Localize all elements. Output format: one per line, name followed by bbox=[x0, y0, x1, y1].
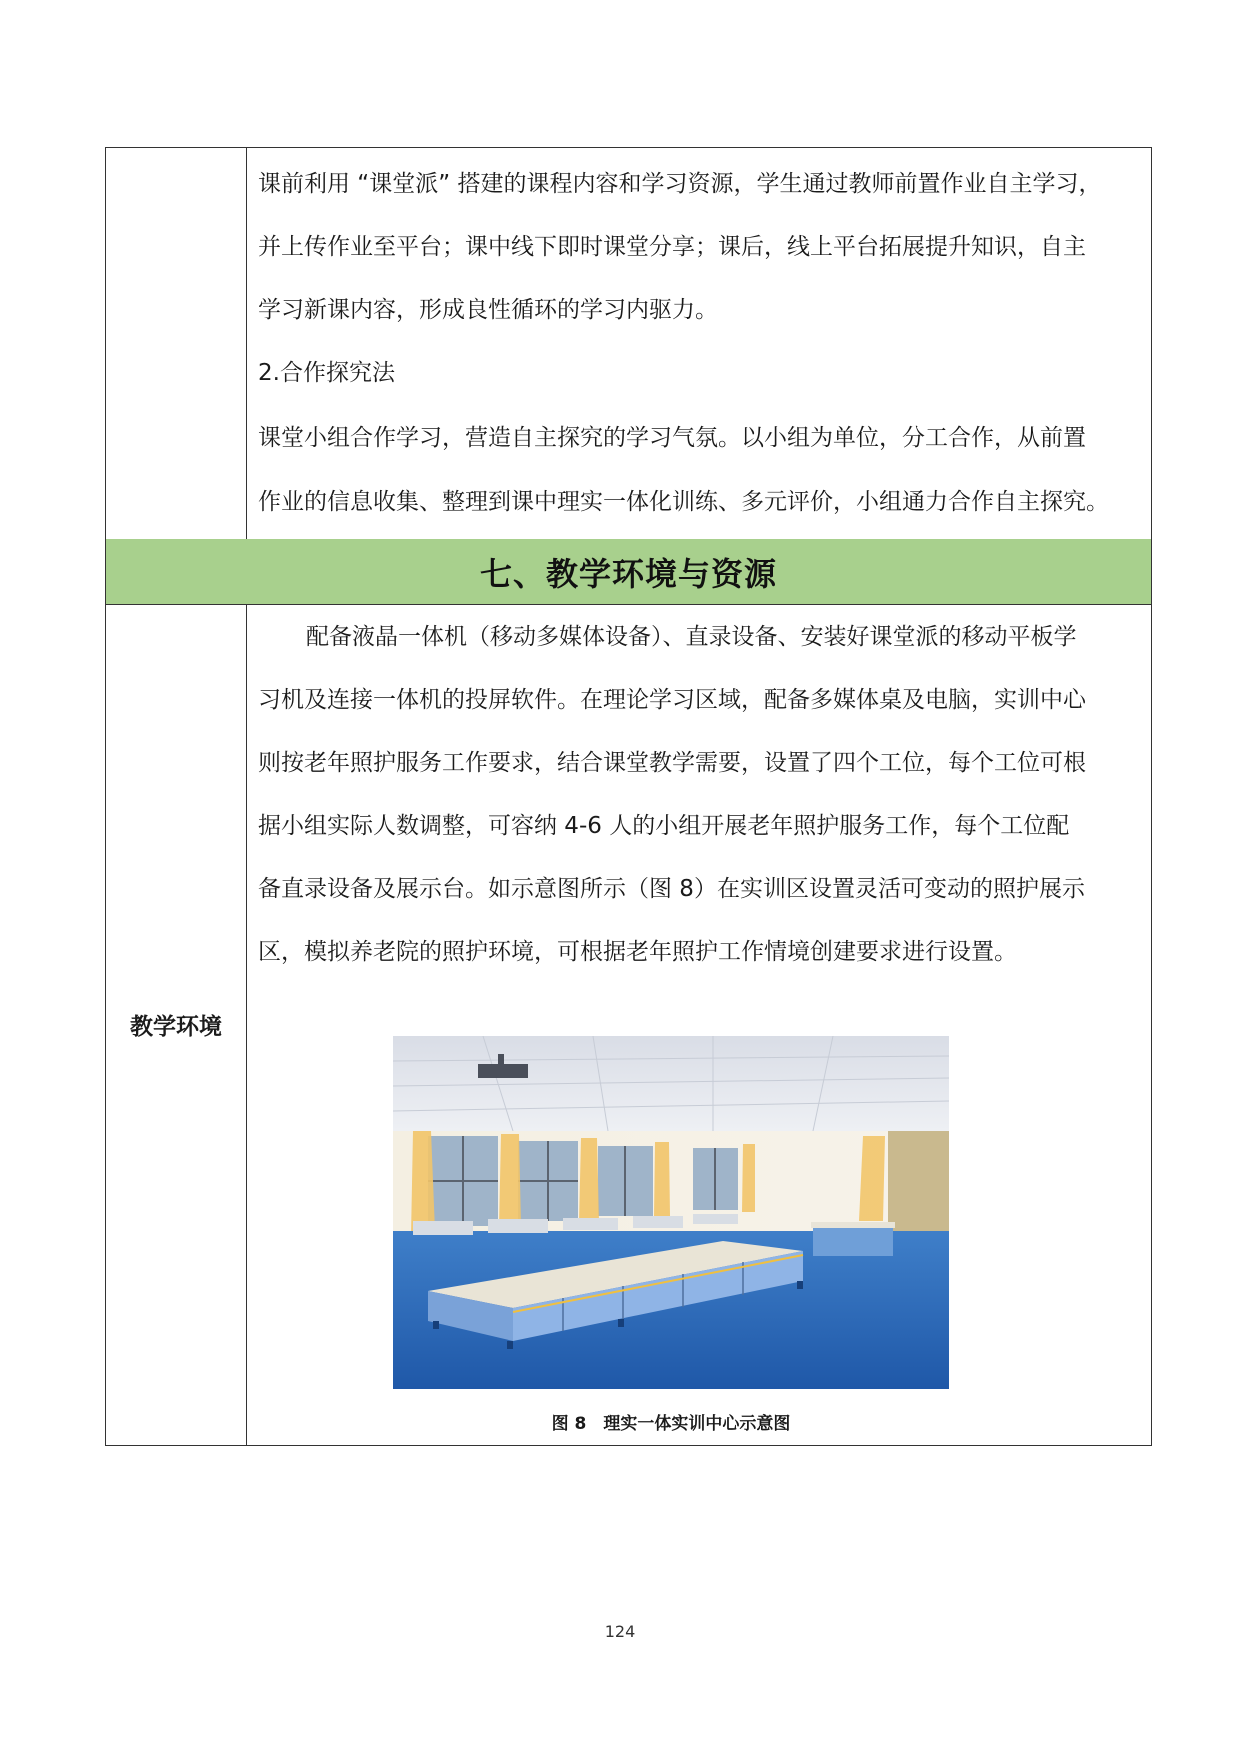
intro-line: 学习新课内容，形成良性循环的学习内驱力。 bbox=[258, 297, 718, 323]
environment-line: 据小组实际人数调整，可容纳 4-6 人的小组开展老年照护服务工作，每个工位配 bbox=[258, 813, 1070, 839]
intro-line: 并上传作业至平台；课中线下即时课堂分享；课后，线上平台拓展提升知识，自主 bbox=[258, 234, 1086, 260]
row-divider bbox=[106, 604, 1151, 605]
lesson-plan-table bbox=[105, 147, 1152, 1446]
method-line: 课堂小组合作学习，营造自主探究的学习气氛。以小组为单位，分工合作，从前置 bbox=[258, 425, 1086, 451]
column-divider-bottom bbox=[246, 604, 247, 1445]
intro-line: 课前利用 “课堂派” 搭建的课程内容和学习资源，学生通过教师前置作业自主学习， bbox=[258, 171, 1102, 197]
figure-caption: 图 8 理实一体实训中心示意图 bbox=[551, 1414, 791, 1434]
row-label: 教学环境 bbox=[130, 1014, 222, 1040]
environment-line: 区，模拟养老院的照护环境，可根据老年照护工作情境创建要求进行设置。 bbox=[258, 939, 1017, 965]
training-center-photo bbox=[393, 1036, 949, 1389]
section-header bbox=[106, 539, 1151, 604]
method-line: 作业的信息收集、整理到课中理实一体化训练、多元评价，小组通力合作自主探究。 bbox=[258, 489, 1109, 515]
section-title: 七、教学环境与资源 bbox=[479, 554, 777, 593]
method-heading: 2.合作探究法 bbox=[258, 360, 395, 386]
environment-line: 则按老年照护服务工作要求，结合课堂教学需要，设置了四个工位，每个工位可根 bbox=[258, 750, 1086, 776]
environment-line: 配备液晶一体机（移动多媒体设备）、直录设备、安装好课堂派的移动平板学 bbox=[306, 624, 1077, 650]
environment-line: 习机及连接一体机的投屏软件。在理论学习区域，配备多媒体桌及电脑，实训中心 bbox=[258, 687, 1086, 713]
column-divider-top bbox=[246, 148, 247, 539]
environment-line: 备直录设备及展示台。如示意图所示（图 8）在实训区设置灵活可变动的照护展示 bbox=[258, 876, 1085, 902]
page-number: 124 bbox=[604, 1622, 636, 1641]
